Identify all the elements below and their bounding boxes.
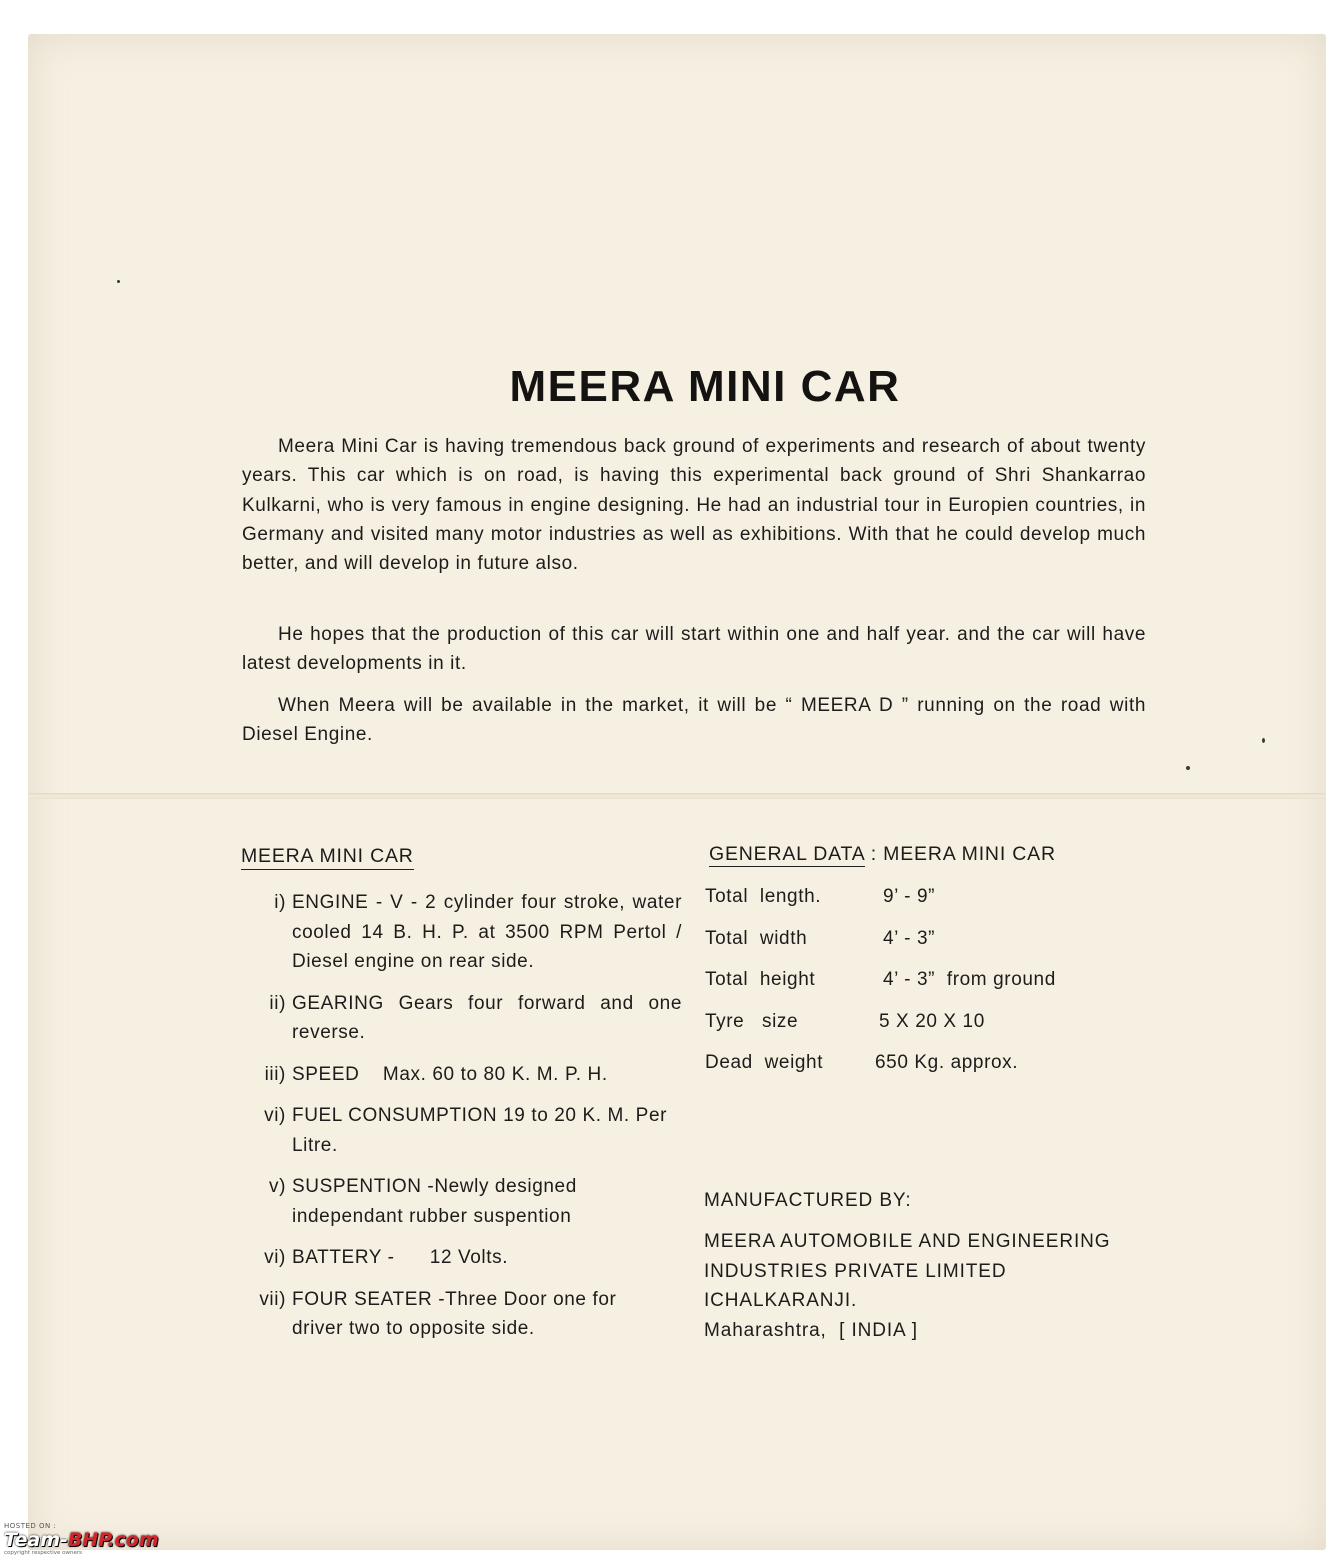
spec-text: ENGINE - V - 2 cylinder four stroke, water cooled 14 B. H. P. at 3500 RPM Pertol / Diesel engine on rear side. [292,892,682,972]
spec-number: vii) [259,1288,286,1310]
watermark-hosted-label: HOSTED ON : [4,1522,57,1530]
general-label: Dead weight [705,1052,824,1073]
paper-speck [1262,738,1265,743]
general-value: 9’ - 9” [883,886,936,907]
manufacturer-block [704,1186,1110,1345]
watermark-copyright: copyright respective owners [4,1550,83,1556]
intro-paragraph: Meera Mini Car is having tremendous back ground of experiments and research of about twenty years. This car which is on road, is having this experimental back ground of Shri Shankarrao Kulkarni, who is very famous in engine designing. He had an industrial tour in Europien countries, in Germany and visited many motor industries as well as exhibitions. With that he could develop much better, and will develop in future also. [242,436,1146,575]
site-watermark [4,1522,194,1560]
manufacturer-line: INDUSTRIES PRIVATE LIMITED [704,1260,1007,1282]
spec-item-gearing [240,989,682,1048]
general-row-width [705,925,1056,967]
general-data-suffix: : MEERA MINI CAR [864,843,1056,865]
watermark-bhp: BHP.com [67,1529,159,1551]
general-row-tyre [705,1008,1056,1050]
watermark-team: Team- [4,1529,68,1551]
spec-item-seater [240,1285,682,1344]
general-label: Total length. [705,886,822,907]
diesel-paragraph: When Meera will be available in the market, it will be “ MEERA D ” running on the road with Diesel Engine. [242,695,1146,746]
spec-text: FUEL CONSUMPTION 19 to 20 K. M. Per Litre. [292,1105,668,1156]
general-label: Tyre size [705,1010,799,1032]
manufacturer-line: Maharashtra, [ INDIA ] [704,1319,918,1341]
spec-item-fuel [240,1101,682,1160]
general-label: Total width [705,927,808,949]
spec-number: ii) [269,992,286,1014]
spec-text: GEARING Gears four forward and one reverse. [292,992,682,1043]
production-paragraph: He hopes that the production of this car will start within one and half year. and the car will have latest developments in it. [242,624,1146,675]
spec-text: SPEED Max. 60 to 80 K. M. P. H. [292,1063,608,1085]
spec-item-speed [240,1060,682,1090]
paper-speck [1186,766,1190,770]
general-row-length [705,883,1056,925]
general-label: Total height [705,969,816,990]
general-value: 4’ - 3” [883,927,936,949]
spec-number: iii) [264,1063,286,1085]
general-row-height [705,966,1056,1008]
spec-number: vi) [264,1105,286,1126]
brochure-title: MEERA MINI CAR [509,362,901,411]
watermark-logo [4,1530,194,1550]
spec-text: SUSPENTION -Newly designed independant rubber suspention [292,1176,577,1227]
spec-number: i) [274,892,286,913]
general-row-weight [705,1049,1056,1091]
manufacturer-line: ICHALKARANJI. [704,1290,858,1312]
page-fold-crease [28,793,1326,799]
spec-text: BATTERY - 12 Volts. [292,1247,509,1268]
specs-heading: MEERA MINI CAR [241,845,414,870]
spec-item-suspension [240,1172,682,1231]
specs-list [240,888,682,1356]
manufacturer-line: MEERA AUTOMOBILE AND ENGINEERING [704,1231,1111,1253]
general-data-label: GENERAL DATA [709,843,865,865]
spec-item-engine [240,888,682,977]
general-data-table [705,883,1056,1091]
general-value: 650 Kg. approx. [875,1052,1019,1073]
manufacturer-heading: MANUFACTURED BY: [704,1190,912,1211]
paper-speck [117,280,120,283]
general-data-heading [709,843,1056,866]
general-value: 4’ - 3” from ground [883,969,1056,990]
spec-number: vi) [264,1247,286,1268]
general-value: 5 X 20 X 10 [879,1010,985,1032]
spec-number: v) [268,1176,286,1197]
spec-text: FOUR SEATER -Three Door one for driver two to opposite side. [292,1288,617,1339]
spec-item-battery [240,1243,682,1273]
